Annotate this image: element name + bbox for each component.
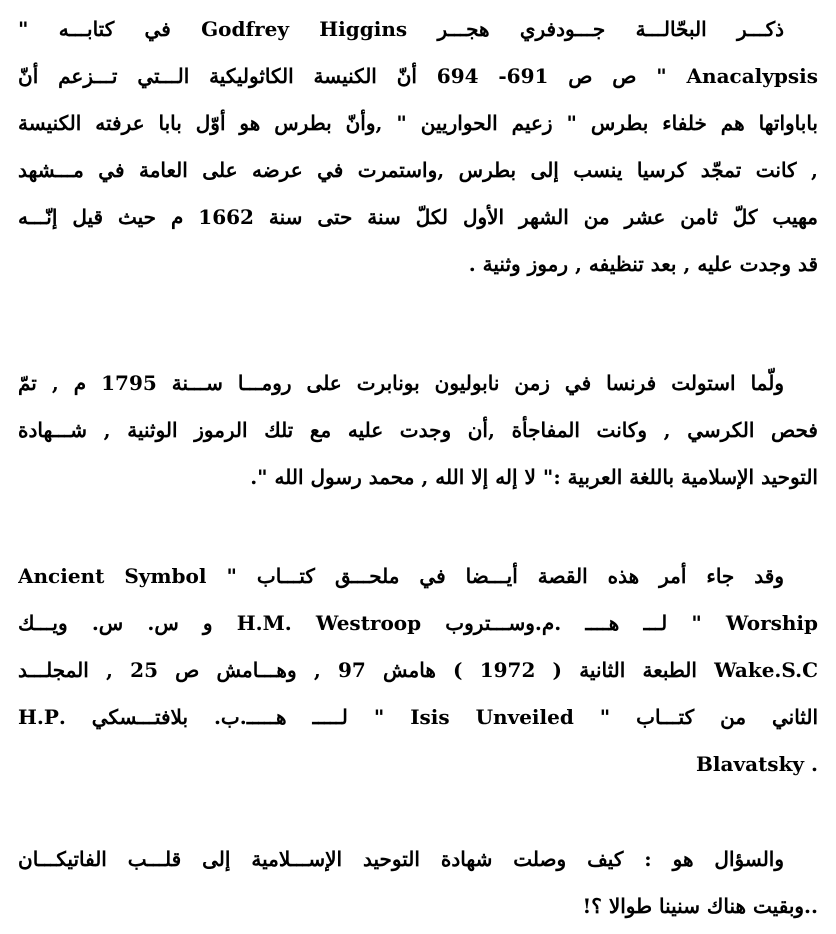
text-line: , كانت تمجّد كرسيا ينسب إلى بطرس ,واستمرت في عرضه على العامة في مـــشهد — [18, 158, 818, 182]
text-line: ولّما استولت فرنسا في زمن نابوليون بونابرت على رومـــا ســـنة 1795 م , تمّ — [18, 371, 784, 395]
paragraph-higgins — [18, 6, 818, 288]
text-line: Worship " لـــ هــــ .م.وســـتروب H.M. Westroop و س. س. ويـــك — [18, 611, 818, 635]
text-line: قد وجدت عليه , بعد تنظيفه , رموز وثنية . — [468, 252, 818, 276]
text-line: Wake.S.C الطبعة الثانية ( 1972 ) هامش 97 , وهـــامش ص 25 , المجلـــد — [18, 658, 818, 682]
text-line: الثاني من كتـــاب " Isis Unveiled " لـــــ هـــــ.ب. بلافتـــسكي .H.P — [18, 705, 818, 729]
text-line: ذكـــر البحّالـــة جـــودفري هجـــر Godfrey Higgins في كتابـــه " — [18, 17, 784, 41]
text-line: Anacalypsis " ص ص 691- 694 أنّ الكنيسة الكاثوليكية الـــتي تـــزعم أنّ — [18, 64, 818, 88]
text-line: ..وبقيت هناك سنينا طوالا ؟! — [582, 894, 818, 918]
text-line: . Blavatsky — [696, 752, 818, 776]
paragraph-napoleon — [18, 360, 818, 501]
paragraph-question — [18, 836, 818, 930]
text-line: والسؤال هو : كيف وصلت شهادة التوحيد الإســـلامية إلى قلـــب الفاتيكـــان — [18, 847, 784, 871]
text-line: فحص الكرسي , وكانت المفاجأة ,أن وجدت عليه مع تلك الرموز الوثنية , شـــهادة — [18, 418, 818, 442]
text-line: مهيب كلّ ثامن عشر من الشهر الأول لكلّ سنة حتى سنة 1662 م حيث قيل إنّـــه — [18, 205, 818, 229]
paragraph-sources — [18, 553, 818, 788]
text-line: وقد جاء أمر هذه القصة أيـــضا في ملحـــق كتـــاب " Ancient Symbol — [18, 564, 784, 588]
text-line: باباواتها هم خلفاء بطرس " زعيم الحواريين " ,وأنّ بطرس هو أوّل بابا عرفته الكنيسة — [18, 111, 818, 135]
text-line: التوحيد الإسلامية باللغة العربية :" لا إله إلا الله , محمد رسول الله ". — [250, 465, 818, 489]
